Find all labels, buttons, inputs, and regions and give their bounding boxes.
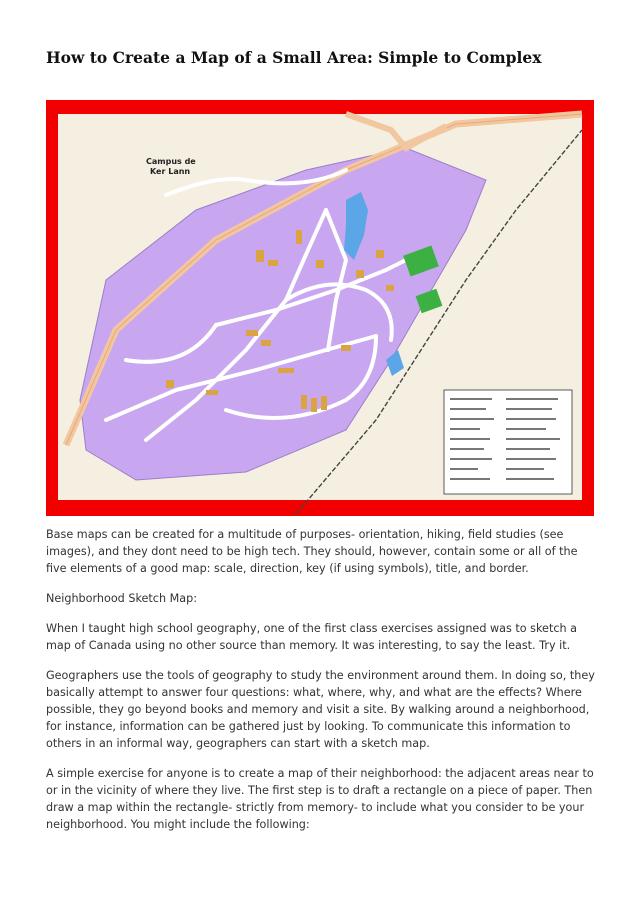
paragraph: A simple exercise for anyone is to create a map of their neighborhood: the adjacent areas near to or in the vicinity of where they live. The first step is to draft a rectangle on a piece of paper. Then draw a map within the rectangle- strictly from memory- to include what you consider to be your neighborhood. You might include the following: [46,767,594,831]
campus-label-line2: Ker Lann [150,167,191,176]
campus-label-line1: Campus de [146,157,196,166]
page-title: How to Create a Map of a Small Area: Simple to Complex [46,48,542,67]
paragraph: Neighborhood Sketch Map: [46,592,197,605]
paragraph: When I taught high school geography, one of the first class exercises assigned was to sketch a map of Canada using no other source than memory. It was interesting, to say the least. Try it. [46,622,577,652]
paragraph: Geographers use the tools of geography to study the environment around them. In doing so, they basically attempt to answer four questions: what, where, why, and what are the effects? Where possible, they go beyond books and memory and visit a site. By walking around a neighborhood, for instance, information can be gathered just by looking. To communicate this information to others in an informal way, geographers can start with a sketch map. [46,669,595,750]
paragraph: Base maps can be created for a multitude of purposes- orientation, hiking, field studies (see images), and they dont need to be high tech. They should, however, contain some or all of the five elements of a good map: scale, direction, key (if using symbols), title, and border. [46,528,578,575]
campus-map-image [46,100,594,516]
article-body [46,526,598,846]
